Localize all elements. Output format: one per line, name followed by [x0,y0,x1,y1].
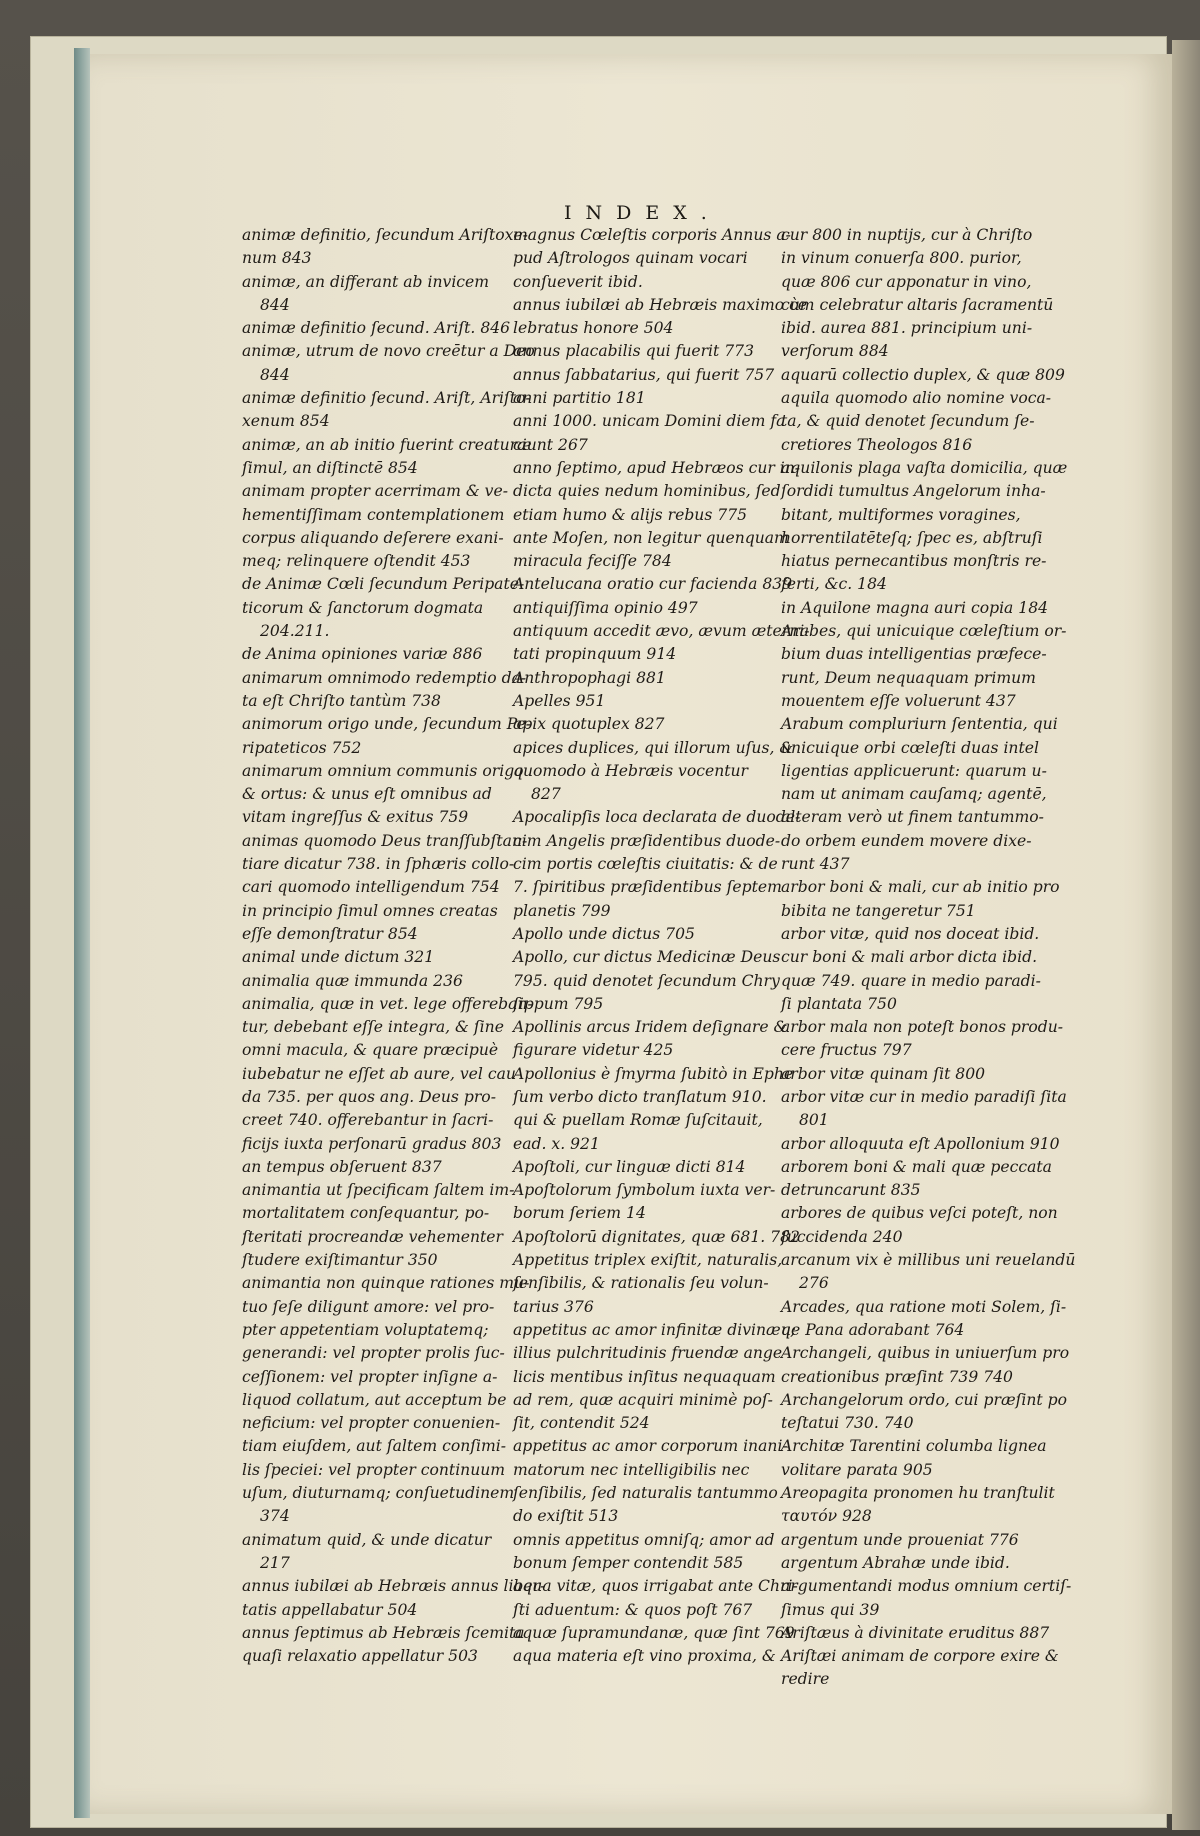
index-entry-line: animalia quæ immunda 236 [242,971,463,990]
index-entry-line: ciunt 267 [513,435,588,454]
index-entry-line: tiam eiuſdem, aut ſaltem conſimi- [242,1437,507,1456]
index-entry-line: tiare dicatur 738. in ſphæris collo- [242,855,515,874]
index-entry-line: ſi plantata 750 [781,994,897,1013]
index-entry-line: runt, Deum nequaquam primum [781,668,1036,687]
index-entry-line: cim portis cœleſtis ciuitatis: & de [513,855,778,874]
index-entry-line: bitant, multiformes voragines, [781,505,1021,524]
index-entry-line: ta eſt Chriſto tantùm 738 [242,691,441,710]
index-entry-line: meq; relinquere oſtendit 453 [242,552,471,571]
index-entry-line: redire [781,1670,830,1689]
index-entry-line: conſueverit ibid. [513,272,643,291]
index-entry-line: animæ, an ab initio fuerint creaturæ [242,435,532,454]
index-entry-line: ibid. aurea 881. principium uni- [781,319,1033,338]
index-entry-line: annus placabilis qui fuerit 773 [513,342,755,361]
index-entry-line: antiquum accedit ævo, ævum æterni- [513,622,810,641]
index-entry-line: 827 [531,785,561,804]
index-entry-line: ſuccidenda 240 [781,1227,903,1246]
index-entry-line: etiam humo & alijs rebus 775 [513,505,748,524]
index-entry-line: annus iubilæi ab Hebræis maximo ce [513,295,808,314]
index-entry-line: omnis appetitus omniſq; amor ad [513,1530,775,1549]
index-entry-line: aquila quomodo alio nomine voca- [781,389,1052,408]
index-entry-line: animæ definitio ſecund. Ariſt. 846 [242,319,511,338]
index-entry-line: verſorum 884 [781,342,889,361]
index-entry-line: animæ definitio, ſecundum Ariſtoxe- [242,226,528,244]
index-entry-line: pter appetentiam voluptatemq; [242,1320,489,1339]
index-entry-line: ceſſionem: vel propter inſigne a- [242,1367,498,1386]
index-entry-line: 795. quid denotet ſecundum Chry [513,971,780,990]
index-entry-line: animantia non quinque rationes mu- [242,1274,530,1293]
index-entry-line: argentum unde proueniat 776 [781,1530,1019,1549]
index-entry-line: Areopagita pronomen hu tranſtulit [781,1484,1055,1503]
index-entry-line: ficijs iuxta perſonarū gradus 803 [242,1134,502,1153]
index-entry-line: bium duas intelligentias præfece- [781,645,1047,664]
index-entry-line: Ariſtæi animam de corpore exire & [781,1647,1059,1666]
index-entry-line: Archangelorum ordo, cui præſint po [781,1390,1067,1409]
index-entry-line: arbor vitæ cur in medio paradiſi ſita [781,1087,1067,1106]
index-entry-line: ad rem, quæ acquiri minimè poſ- [513,1390,773,1409]
index-entry-line: do exiſtit 513 [513,1507,619,1526]
index-entry-line: anno ſeptimo, apud Hebræos cur in- [513,458,801,477]
index-entry-line: Appetitus triplex exiſtit, naturalis, [513,1251,783,1270]
index-entry-line: ligentias applicuerunt: quarum u- [781,761,1047,780]
index-entry-line: miracula feciſſe 784 [513,552,672,571]
index-entry-line: Arcades, qua ratione moti Solem, ſi- [781,1297,1067,1316]
index-entry-line: in Aquilone magna auri copia 184 [781,598,1049,617]
index-entry-line: animæ, utrum de novo creētur a Deo [242,342,535,361]
index-entry-line: animarum omnimodo redemptio da- [242,668,527,687]
index-entry-line: cretiores Theologos 816 [781,435,973,454]
index-entry-line: magnus Cœleſtis corporis Annus a- [513,226,791,244]
index-entry-line: tarius 376 [513,1297,594,1316]
index-entry-line: anni 1000. unicam Domini diem fa [513,412,786,431]
index-entry-line: xenum 854 [242,412,330,431]
index-entry-line: ferti, &c. 184 [781,575,887,594]
index-entry-line: animæ, an differant ab invicem [242,272,490,291]
index-entry-line: detruncarunt 835 [781,1181,921,1200]
index-entry-line: arbor mala non poteſt bonos produ- [781,1018,1064,1037]
index-entry-line: licis mentibus inſitus nequaquam [513,1367,776,1386]
index-entry-line: 204.211. [260,622,330,641]
index-entry-line: ταυτόν 928 [781,1507,872,1526]
index-entry-line: antiquiſſima opinio 497 [513,598,698,617]
index-entry-line: animalia, quæ in vet. lege offereban- [242,994,533,1013]
index-entry-line: argumentandi modus omnium certiſ- [781,1577,1072,1596]
index-entry-line: ue Pana adorabant 764 [781,1320,965,1339]
index-entry-line: neficium: vel propter conuenien- [242,1414,501,1433]
index-entry-line: 844 [260,365,290,384]
index-entry-line: do orbem eundem movere dixe- [781,831,1032,850]
index-entry-line: ſti aduentum: & quos poſt 767 [513,1600,753,1619]
facing-page-edge [1172,40,1200,1830]
index-entry-line: Apoſtoli, cur linguæ dicti 814 [513,1157,746,1176]
index-entry-line: cim Angelis præſidentibus duode- [513,831,781,850]
index-entry-line: cere fructus 797 [781,1041,912,1060]
index-entry-line: alteram verò ut finem tantummo- [781,808,1044,827]
index-entry-line: Apollinis arcus Iridem deſignare & [513,1018,788,1037]
index-entry-line: uſum, diuturnamq; conſuetudinem [242,1484,515,1503]
index-entry-line: in principio ſimul omnes creatas [242,901,498,920]
index-entry-line: bonum ſemper contendit 585 [513,1553,744,1572]
index-entry-line: Arabes, qui unicuique cœleſtium or- [781,622,1067,641]
index-entry-line: tuo ſeſe diligunt amore: vel pro- [242,1297,495,1316]
index-entry-line: Anthropophagi 881 [513,668,666,687]
index-entry-line: creet 740. offerebantur in ſacri- [242,1111,494,1130]
index-entry-line: horrentilatēteſq; ſpec es, abſtruſi [781,528,1043,547]
index-entry-line: ſenſibilis, & rationalis ſeu volun- [513,1274,769,1293]
index-entry-line: arbor vitæ, quid nos doceat ibid. [781,924,1040,943]
index-entry-line: generandi: vel propter prolis ſuc- [242,1344,505,1363]
index-entry-line: animal unde dictum 321 [242,948,435,967]
index-entry-line: ſenſibilis, ſed naturalis tantummo [513,1484,778,1503]
index-entry-line: aquilonis plaga vaſta domicilia, quæ [781,458,1068,477]
index-entry-line: creationibus præſint 739 740 [781,1367,1013,1386]
index-entry-line: pud Aſtrologos quinam vocari [513,249,748,268]
index-entry-line: arbor vitæ quinam ſit 800 [781,1064,986,1083]
index-entry-line: quomodo à Hebræis vocentur [513,761,749,780]
index-entry-line: corpus aliquando deſerere exani- [242,528,504,547]
index-entry-line: aqua materia eſt vino proxima, & [513,1647,776,1666]
index-entry-line: lebratus honore 504 [513,319,674,338]
index-entry-line: nam ut animam cauſamq; agentē, [781,785,1047,804]
index-entry-line: Apoſtolorū dignitates, quæ 681. 782 [513,1227,800,1246]
index-entry-line: appetitus ac amor corporum inani- [513,1437,788,1456]
index-entry-line: animantia ut ſpecificam ſaltem im- [242,1181,515,1200]
index-entry-line: aquarū collectio duplex, & quæ 809 [781,365,1065,384]
index-entry-line: animæ definitio ſecund. Ariſt, Ariſto- [242,389,531,408]
index-entry-line: num 843 [242,249,312,268]
index-entry-line: argentum Abrahæ unde ibid. [781,1553,1010,1572]
index-entry-line: Architæ Tarentini columba lignea [781,1437,1047,1456]
index-entry-line: ante Moſen, non legitur quenquam [513,528,789,547]
index-entry-line: 844 [260,295,290,314]
index-entry-line: & ortus: & unus eſt omnibus ad [242,785,492,804]
index-entry-line: mouentem eſſe voluerunt 437 [781,691,1016,710]
index-entry-line: qui & puellam Romæ ſuſcitauit, [513,1111,763,1130]
index-entry-line: annus ſeptimus ab Hebræis ſcemita [242,1623,525,1642]
index-entry-line: da 735. per quos ang. Deus pro- [242,1087,496,1106]
index-entry-line: volitare parata 905 [781,1460,933,1479]
index-entry-line: Apoſtolorum ſymbolum iuxta ver- [513,1181,776,1200]
index-entry-line: tati propinquum 914 [513,645,677,664]
index-entry-line: 276 [799,1274,829,1293]
index-entry-line: lis ſpeciei: vel propter continuum [242,1460,506,1479]
index-entry-line: ead. x. 921 [513,1134,600,1153]
index-entry-line: Apollo, cur dictus Medicinæ Deus [513,948,781,967]
index-entry-line: animatum quid, & unde dicatur [242,1530,492,1549]
index-entry-line: arborem boni & mali quæ peccata [781,1157,1052,1176]
index-entry-line: illius pulchritudinis fruendæ ange [513,1344,783,1363]
index-entry-line: bibita ne tangeretur 751 [781,901,976,920]
index-entry-line: 801 [799,1111,829,1130]
index-entry-line: Archangeli, quibus in uniuerſum pro [781,1344,1070,1363]
index-entry-line: ta, & quid denotet ſecundum ſe- [781,412,1035,431]
index-entry-line: quæ 749. quare in medio paradi- [781,971,1041,990]
index-column-3 [781,224,1076,1692]
index-entry-line: unicuique orbi cœleſti duas intel [781,738,1039,757]
index-entry-line: annus ſabbatarius, qui fuerit 757 [513,365,775,384]
index-entry-line: ſit, contendit 524 [513,1414,650,1433]
index-entry-line: figurare videtur 425 [513,1041,674,1060]
index-entry-line: an tempus obſeruent 837 [242,1157,442,1176]
index-entry-line: teſtatui 730. 740 [781,1414,914,1433]
index-entry-line: Apollo unde dictus 705 [513,924,695,943]
index-entry-line: appetitus ac amor infinitæ divinæq; [513,1320,796,1339]
index-entry-line: Ariſtæus à divinitate eruditus 887 [781,1623,1050,1642]
index-entry-line: 374 [260,1507,290,1526]
index-entry-line: 7. ſpiritibus præſidentibus ſeptem [513,878,782,897]
index-entry-line: 217 [260,1553,290,1572]
index-entry-line: quaſi relaxatio appellatur 503 [242,1647,478,1666]
binding-edge [74,48,90,1818]
index-entry-line: cùm celebratur altaris ſacramentū [781,295,1054,314]
index-entry-line: omni macula, & quare præcipuè [242,1041,499,1060]
index-entry-line: arbor alloquuta eſt Apollonium 910 [781,1134,1060,1153]
index-entry-line: Antelucana oratio cur facienda 839 [513,575,793,594]
index-entry-line: in vinum conuerſa 800. purior, [781,249,1022,268]
index-entry-line: borum ſeriem 14 [513,1204,646,1223]
index-entry-line: ſtudere exiſtimantur 350 [242,1251,438,1270]
index-entry-line: dicta quies nedum hominibus, ſed [513,482,781,501]
index-entry-line: de Animæ Cœli ſecundum Peripate- [242,575,525,594]
index-column-2 [513,224,810,1668]
index-entry-line: Arabum compluriurn ſententia, qui [781,715,1058,734]
index-entry-line: apix quotuplex 827 [513,715,665,734]
index-entry-line: ſimul, an diſtinctē 854 [242,458,418,477]
index-entry-line: runt 437 [781,855,850,874]
index-entry-line: quæ 806 cur apponatur in vino, [781,272,1032,291]
index-entry-line: animarum omnium communis origo [242,761,524,780]
index-entry-line: de Anima opiniones variæ 886 [242,645,483,664]
index-entry-line: animam propter acerrimam & ve- [242,482,508,501]
index-entry-line: tur, debebant eſſe integra, & ſine [242,1018,504,1037]
index-entry-line: ſimus qui 39 [781,1600,880,1619]
index-entry-line: Apocalipſis loca declarata de duode- [513,808,801,827]
index-entry-line: mortalitatem conſequantur, po- [242,1204,490,1223]
index-entry-line: tatis appellabatur 504 [242,1600,418,1619]
index-entry-line: annus iubilæi ab Hebræis annus liber- [242,1577,546,1596]
index-entry-line: animas quomodo Deus tranſſubſtan- [242,831,528,850]
index-entry-line: ſippum 795 [513,994,604,1013]
index-entry-line: matorum nec intelligibilis nec [513,1460,750,1479]
index-entry-line: cari quomodo intelligendum 754 [242,878,500,897]
index-entry-line: planetis 799 [513,901,611,920]
index-entry-line: arbor boni & mali, cur ab initio pro [781,878,1060,897]
index-entry-line: Apelles 951 [513,691,606,710]
index-entry-line: aquæ ſupramundanæ, quæ ſint 769 [513,1623,795,1642]
index-entry-line: Apollonius è ſmyrma ſubitò in Ephe [513,1064,794,1083]
index-entry-line: hementiſſimam contemplationem [242,505,505,524]
index-entry-line: cur 800 in nuptijs, cur à Chriſto [781,226,1033,244]
index-entry-line: animorum origo unde, ſecundum Pe- [242,715,531,734]
index-entry-line: ſum verbo dicto tranſlatum 910. [513,1087,767,1106]
index-entry-line: apices duplices, qui illorum uſus, & [513,738,794,757]
index-entry-line: arcanum vix è millibus uni reuelandū [781,1251,1076,1270]
index-entry-line: cur boni & mali arbor dicta ibid. [781,948,1038,967]
index-entry-line: arbores de quibus veſci poteſt, non [781,1204,1058,1223]
index-entry-line: aqua vitæ, quos irrigabat ante Chri- [513,1577,798,1596]
index-entry-line: anni partitio 181 [513,389,646,408]
index-entry-line: ripateticos 752 [242,738,362,757]
index-entry-line: ſordidi tumultus Angelorum inha- [781,482,1046,501]
index-entry-line: liquod collatum, aut acceptum be [242,1390,507,1409]
index-entry-line: ſteritati procreandæ vehementer [242,1227,503,1246]
index-entry-line: iubebatur ne eſſet ab aure, vel cau [242,1064,516,1083]
index-entry-line: ticorum & ſanctorum dogmata [242,598,484,617]
page-header: INDEX. [564,202,721,224]
index-entry-line: vitam ingreſſus & exitus 759 [242,808,469,827]
index-entry-line: hiatus pernecantibus monſtris re- [781,552,1047,571]
index-entry-line: eſſe demonſtratur 854 [242,924,418,943]
